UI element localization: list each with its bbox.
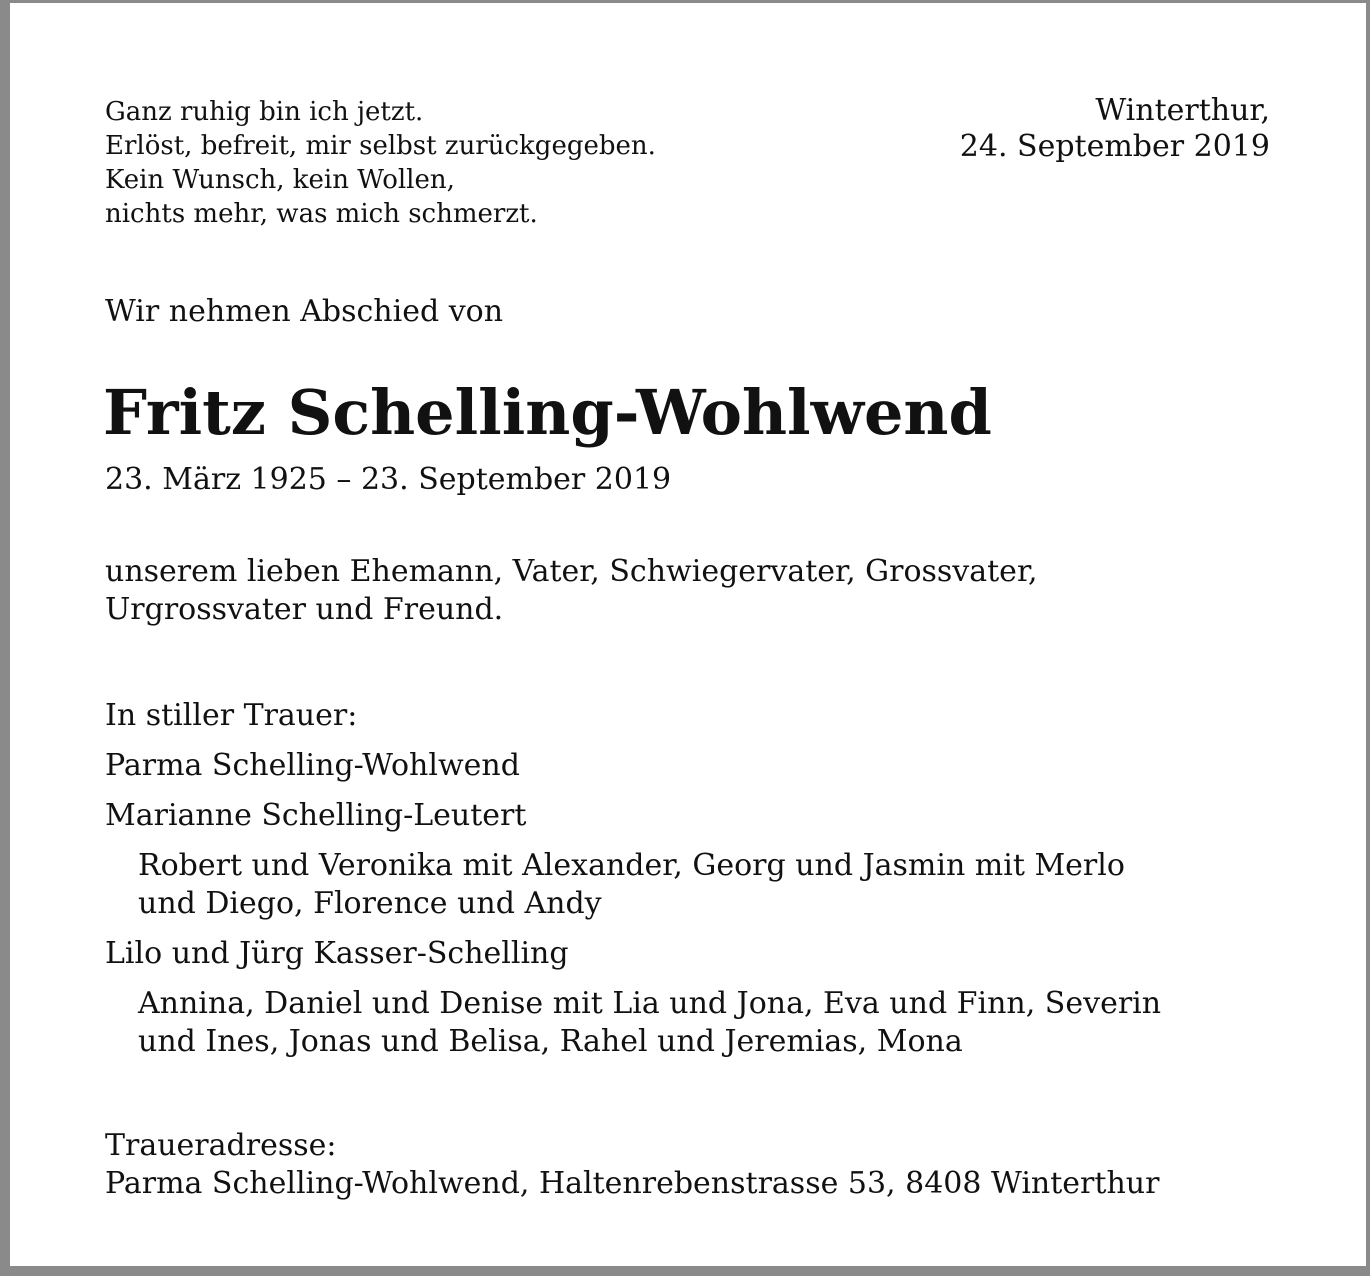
mourner-family-name: Marianne Schelling-Leutert <box>105 798 527 833</box>
mourner-spouse: Parma Schelling-Wohlwend <box>105 748 520 783</box>
mourner-family-children <box>105 847 1161 923</box>
deceased-lifespan: 23. März 1925 – 23. September 2019 <box>105 462 672 497</box>
relation-text <box>105 553 1038 629</box>
relation-line: unserem lieben Ehemann, Vater, Schwiegervater, Grossvater, <box>105 554 1038 589</box>
address-line: Parma Schelling-Wohlwend, Haltenrebenstrasse 53, 8408 Winterthur <box>105 1166 1160 1201</box>
mourners-heading: In stiller Trauer: <box>105 698 358 733</box>
poem-line: Ganz ruhig bin ich jetzt. <box>105 97 424 127</box>
intro-text: Wir nehmen Abschied von <box>105 294 504 329</box>
poem-line: Erlöst, befreit, mir selbst zurückgegeben. <box>105 131 656 161</box>
children-line: Annina, Daniel und Denise mit Lia und Jona, Eva und Finn, Severin <box>138 986 1162 1021</box>
poem <box>105 95 656 231</box>
address-heading: Traueradresse: <box>105 1128 337 1163</box>
children-line: und Ines, Jonas und Belisa, Rahel und Jeremias, Mona <box>138 1024 963 1059</box>
relation-line: Urgrossvater und Freund. <box>105 592 504 627</box>
place-date <box>960 93 1270 165</box>
poem-line: nichts mehr, was mich schmerzt. <box>105 199 538 229</box>
children-line: und Diego, Florence und Andy <box>138 886 602 921</box>
deceased-name: Fritz Schelling-Wohlwend <box>103 376 992 449</box>
children-line: Robert und Veronika mit Alexander, Georg und Jasmin mit Merlo <box>138 848 1125 883</box>
mourners-list <box>105 697 1161 1073</box>
place: Winterthur, <box>1095 93 1270 128</box>
poem-line: Kein Wunsch, kein Wollen, <box>105 165 455 195</box>
mourner-family-children <box>105 985 1161 1061</box>
mourner-family-name: Lilo und Jürg Kasser-Schelling <box>105 936 569 971</box>
mourning-address <box>105 1127 1159 1203</box>
date: 24. September 2019 <box>959 129 1270 164</box>
